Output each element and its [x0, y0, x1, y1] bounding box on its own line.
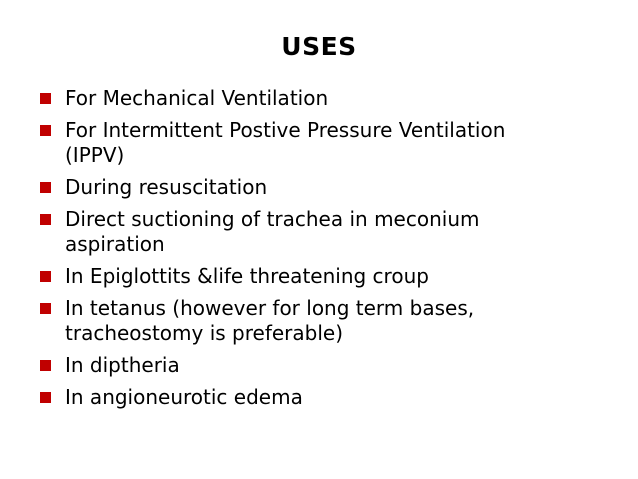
bullet-item-mechanical-ventilation [40, 86, 620, 111]
bullet-item-epiglottitis [40, 264, 620, 289]
bullet-text: In tetanus (however for long term bases, [65, 296, 475, 320]
square-bullet-icon [40, 392, 51, 403]
bullet-item-diptheria [40, 353, 620, 378]
square-bullet-icon [40, 125, 51, 136]
square-bullet-icon [40, 182, 51, 193]
square-bullet-icon [40, 214, 51, 225]
bullet-text: In Epiglottits &life threatening croup [65, 264, 429, 288]
bullet-text: In angioneurotic edema [65, 385, 303, 409]
bullet-text: In diptheria [65, 353, 180, 377]
bullet-text-continuation: (IPPV) [65, 143, 125, 167]
bullet-text-continuation: tracheostomy is preferable) [65, 321, 344, 345]
bullet-item-resuscitation [40, 175, 620, 200]
bullet-item-tetanus [40, 296, 620, 346]
bullet-text: Direct suctioning of trachea in meconium [65, 207, 480, 231]
slide-title: USES [281, 32, 357, 61]
bullet-item-ippv [40, 118, 620, 168]
bullet-text: During resuscitation [65, 175, 268, 199]
bullet-text-continuation: aspiration [65, 232, 165, 256]
square-bullet-icon [40, 93, 51, 104]
bullet-item-meconium-aspiration [40, 207, 620, 257]
bullet-item-angioneurotic-edema [40, 385, 620, 410]
square-bullet-icon [40, 360, 51, 371]
bullet-list [40, 86, 620, 417]
bullet-text: For Mechanical Ventilation [65, 86, 329, 110]
square-bullet-icon [40, 271, 51, 282]
bullet-text: For Intermittent Postive Pressure Ventilation [65, 118, 506, 142]
square-bullet-icon [40, 303, 51, 314]
